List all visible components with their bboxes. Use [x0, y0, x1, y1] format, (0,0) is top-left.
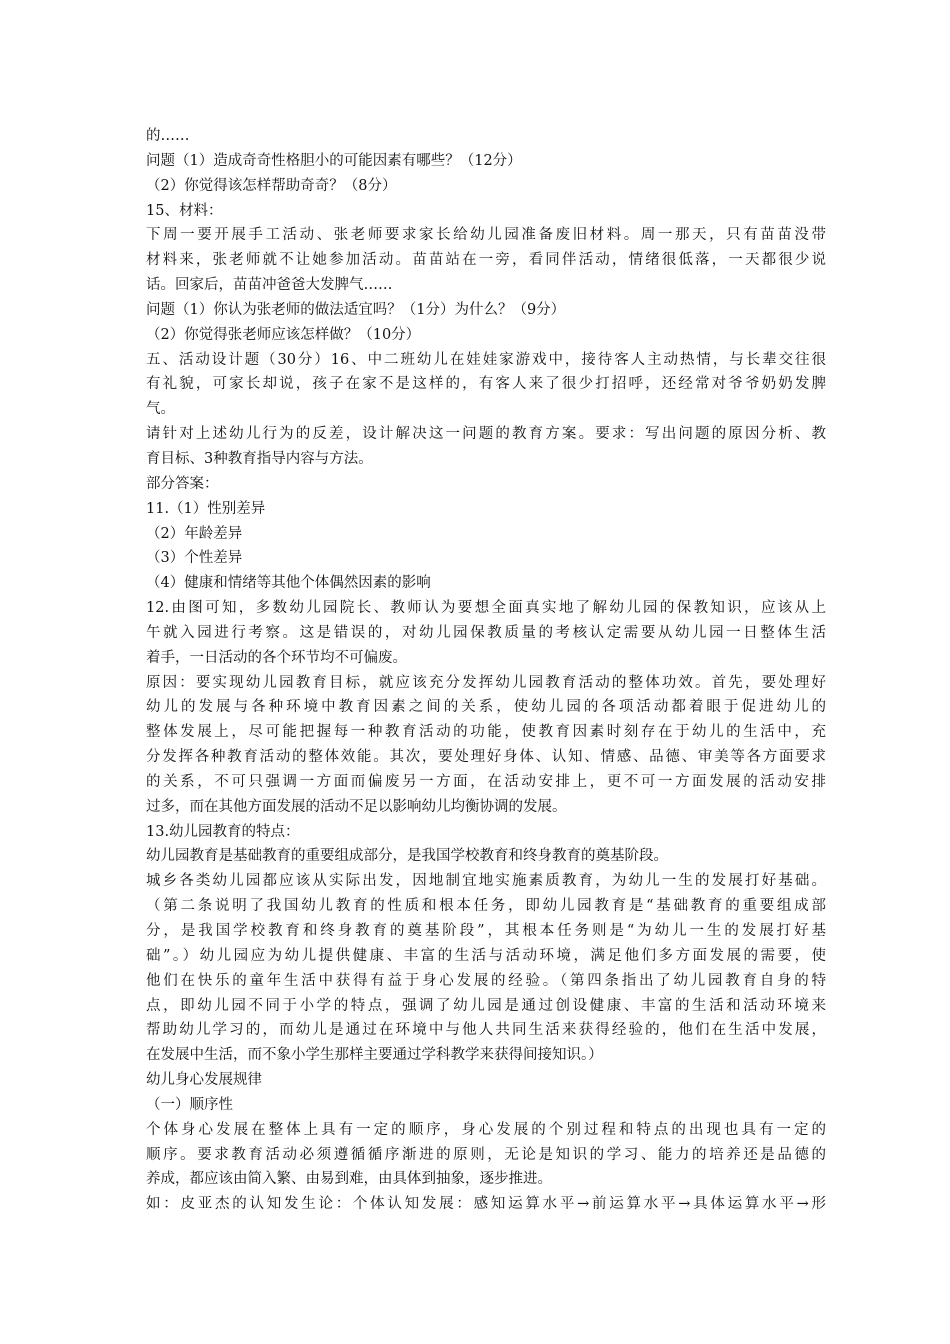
text-line: 养成，都应该由简入繁、由易到难，由具体到抽象，逐步推进。 [146, 1171, 552, 1188]
text-line: 帮助幼儿学习的，而幼儿是通过在环境中与他人共同生活来获得经验的，他们在生活中发展， [146, 1022, 826, 1039]
text-line: 有礼貌，可家长却说，孩子在家不是这样的，有客人来了很少打招呼，还经常对爷爷奶奶发脾 [146, 376, 826, 393]
text-line: 幼儿身心发展规律 [146, 1072, 262, 1089]
text-line: 育目标、3种教育指导内容与方法。 [146, 450, 373, 467]
text-line: （第二条说明了我国幼儿教育的性质和根本任务，即幼儿园教育是“基础教育的重要组成部 [146, 898, 826, 915]
text-line: 个体身心发展在整体上具有一定的顺序，身心发展的个别过程和特点的出现也具有一定的 [146, 1121, 826, 1138]
text-line: 11.（1）性别差异 [146, 500, 266, 517]
text-line: 问题（1）造成奇奇性格胆小的可能因素有哪些？（12分） [146, 152, 522, 169]
text-line: 础”。）幼儿园应为幼儿提供健康、丰富的生活与活动环境，满足他们多方面发展的需要，使 [146, 947, 826, 964]
text-line: 如：皮亚杰的认知发生论：个体认知发展：感知运算水平→前运算水平→具体运算水平→形 [146, 1196, 826, 1213]
text-line: 分，是我国学校教育和终身教育的奠基阶段”，其根本任务则是“为幼儿一生的发展打好基 [146, 923, 826, 939]
text-line: 的关系，不可只强调一方面而偏废另一方面，在活动安排上，更不可一方面发展的活动安排 [146, 773, 826, 790]
text-line: （2）你觉得张老师应该怎样做？（10分） [146, 326, 421, 343]
text-line: 部分答案： [146, 475, 219, 492]
text-line: 着手，一日活动的各个环节均不可偏废。 [146, 649, 407, 666]
text-line: 15、材料： [146, 202, 223, 219]
text-line: （3）个性差异 [146, 550, 243, 567]
text-line: 过多，而在其他方面发展的活动不足以影响幼儿均衡协调的发展。 [146, 798, 567, 815]
text-line: 12.由图可知，多数幼儿园院长、教师认为要想全面真实地了解幼儿园的保教知识，应该从上 [146, 600, 826, 617]
text-line: 材料来，张老师就不让她参加活动。苗苗站在一旁，看同伴活动，情绪很低落，一天都很少说 [146, 252, 826, 269]
text-line: 五、活动设计题（30分）16、中二班幼儿在娃娃家游戏中，接待客人主动热情，与长辈交往很 [146, 351, 826, 368]
text-line: 的…… [146, 128, 190, 144]
text-line: （2）年龄差异 [146, 525, 243, 542]
text-line: 分发挥各种教育活动的整体效能。其次，要处理好身体、认知、情感、品德、审美等各方面要求 [146, 749, 826, 766]
text-line: 整体发展上，尽可能把握每一种教育活动的功能，使教育因素时刻存在于幼儿的生活中，充 [146, 724, 826, 741]
text-line: 问题（1）你认为张老师的做法适宜吗？（1分）为什么？（9分） [146, 301, 566, 318]
text-line: （4）健康和情绪等其他个体偶然因素的影响 [146, 575, 431, 592]
text-line: （2）你觉得该怎样帮助奇奇？（8分） [146, 177, 397, 194]
document-page [146, 124, 826, 1217]
text-line: 13.幼儿园教育的特点： [146, 823, 300, 840]
text-line: 在发展中生活，而不象小学生那样主要通过学科教学来获得间接知识。） [146, 1047, 603, 1064]
text-line: （一）顺序性 [146, 1096, 233, 1113]
text-line: 气。 [146, 401, 175, 418]
text-line: 下周一要开展手工活动、张老师要求家长给幼儿园准备废旧材料。周一那天，只有苗苗没带 [146, 227, 826, 244]
text-line: 顺序。要求教育活动必须遵循循序渐进的原则，无论是知识的学习、能力的培养还是品德的 [146, 1146, 826, 1163]
text-line: 他们在快乐的童年生活中获得有益于身心发展的经验。（第四条指出了幼儿园教育自身的特 [146, 972, 826, 989]
text-line: 话。回家后，苗苗冲爸爸大发脾气…… [146, 277, 393, 294]
text-line: 午就入园进行考察。这是错误的，对幼儿园保教质量的考核认定需要从幼儿园一日整体生活 [146, 624, 826, 641]
text-line: 城乡各类幼儿园都应该从实际出发，因地制宜地实施素质教育，为幼儿一生的发展打好基础。 [146, 873, 826, 890]
text-line: 幼儿园教育是基础教育的重要组成部分，是我国学校教育和终身教育的奠基阶段。 [146, 848, 668, 865]
text-line: 请针对上述幼儿行为的反差，设计解决这一问题的教育方案。要求：写出问题的原因分析、教 [146, 426, 826, 443]
text-line: 幼儿的发展与各种环境中教育因素之间的关系，使幼儿园的各项活动都着眼于促进幼儿的 [146, 699, 826, 716]
text-line: 点，即幼儿园不同于小学的特点，强调了幼儿园是通过创设健康、丰富的生活和活动环境来 [146, 997, 826, 1014]
text-line: 原因：要实现幼儿园教育目标，就应该充分发挥幼儿园教育活动的整体功效。首先，要处理好 [146, 674, 826, 691]
